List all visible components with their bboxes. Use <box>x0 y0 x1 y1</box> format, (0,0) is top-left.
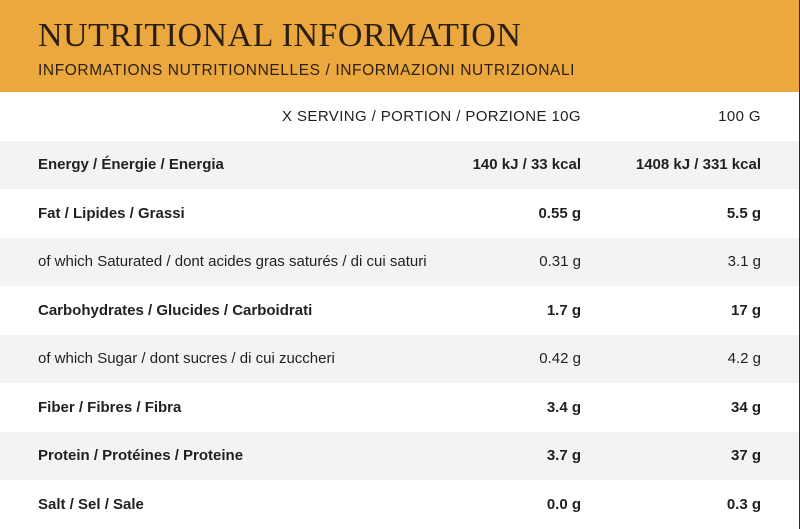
nutrient-label: Fiber / Fibres / Fibra <box>38 398 182 416</box>
column-header-serving: X SERVING / PORTION / PORZIONE 10G <box>282 107 581 125</box>
serving-value: 0.31 g <box>539 253 581 271</box>
serving-value: 0.0 g <box>546 495 581 513</box>
nutrient-label: Energy / Énergie / Energia <box>38 156 224 174</box>
serving-value: 3.7 g <box>546 447 581 465</box>
serving-value: 140 kJ / 33 kcal <box>472 156 581 174</box>
title-banner <box>0 0 800 92</box>
table-row <box>0 286 799 335</box>
per100-value: 5.5 g <box>726 204 761 222</box>
table-row <box>0 335 799 384</box>
column-header-per100: 100 G <box>718 107 761 125</box>
page-subtitle: INFORMATIONS NUTRITIONNELLES / INFORMAZIONI NUTRIZIONALI <box>38 62 576 79</box>
per100-value: 0.3 g <box>726 495 761 513</box>
nutrient-label: Salt / Sel / Sale <box>38 495 144 513</box>
per100-value: 34 g <box>730 398 761 416</box>
table-row <box>0 383 799 432</box>
per100-value: 1408 kJ / 331 kcal <box>635 156 761 174</box>
nutrient-label: of which Saturated / dont acides gras saturés / di cui saturi <box>38 253 427 271</box>
page-title: NUTRITIONAL INFORMATION <box>38 17 522 54</box>
table-row <box>0 141 799 190</box>
per100-value: 3.1 g <box>727 253 761 271</box>
nutrient-label: Protein / Protéines / Proteine <box>38 447 244 465</box>
table-row <box>0 189 799 238</box>
table-row <box>0 238 799 287</box>
serving-value: 0.55 g <box>538 204 581 222</box>
serving-value: 3.4 g <box>546 398 581 416</box>
serving-value: 0.42 g <box>539 350 581 368</box>
nutrient-label: Carbohydrates / Glucides / Carboidrati <box>38 301 313 319</box>
per100-value: 4.2 g <box>727 350 761 368</box>
nutrition-table <box>0 92 800 529</box>
per100-value: 17 g <box>730 301 761 319</box>
serving-value: 1.7 g <box>546 301 581 319</box>
nutrient-label: of which Sugar / dont sucres / di cui zuccheri <box>38 350 335 368</box>
per100-value: 37 g <box>730 447 761 465</box>
table-header-row <box>0 92 799 141</box>
table-row <box>0 480 799 529</box>
nutrient-label: Fat / Lipides / Grassi <box>38 204 185 222</box>
table-row <box>0 432 799 481</box>
